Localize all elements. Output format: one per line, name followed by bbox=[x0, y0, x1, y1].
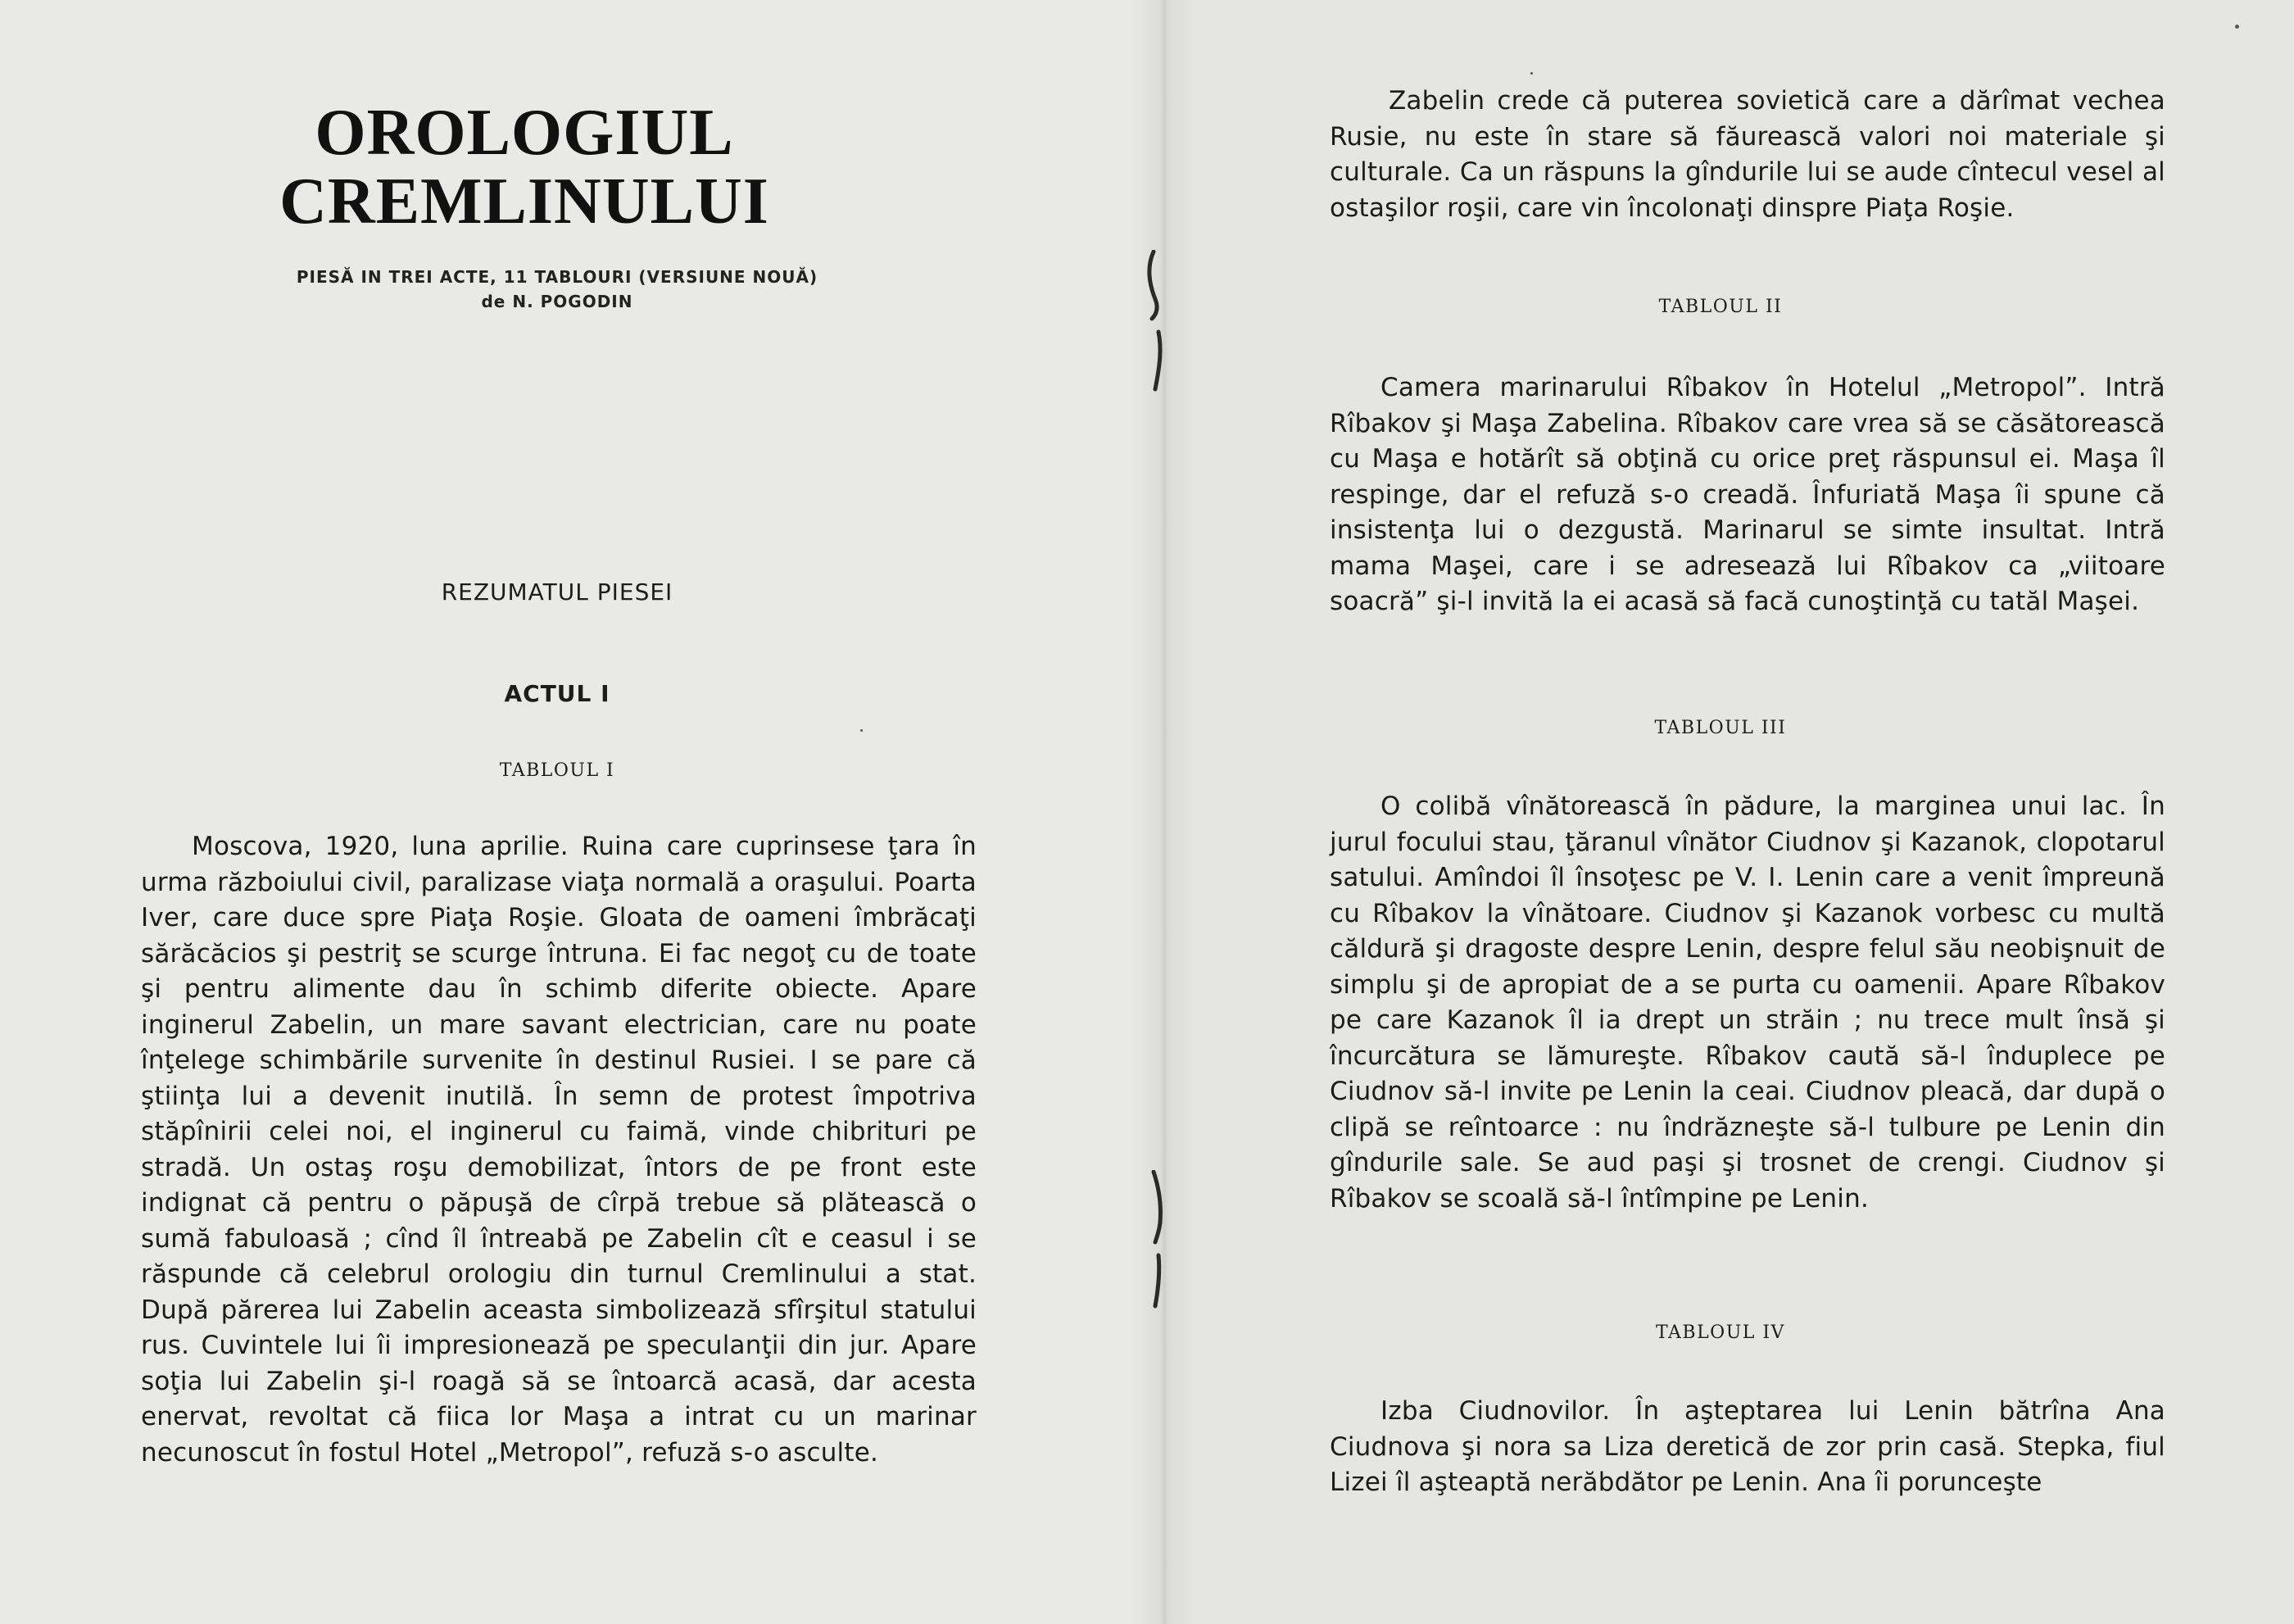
summary-heading: REZUMATUL PIESEI bbox=[441, 578, 673, 606]
tableau-2-heading: TABLOUL II bbox=[1658, 297, 1783, 317]
tableau-3-paragraph: O colibă vînătorească în pădure, la marginea unui lac. În jurul focului stau, ţăranul vînător Ciudnov şi Kazanok, clopotarul satului. Amîndoi îl însoţesc pe V. I. Lenin care a venit împreună cu Rîbakov la vînătoare. Ciudnov şi Kazanok vorbesc cu multă căldură şi dragoste despre Lenin, despre felul său neobişnuit de simplu şi de apropiat de a se purta cu oamenii. Apare Rîbakov pe care Kazanok îl ia drept un străin ; nu trece mult însă şi încurcătura se lămureşte. Rîbakov caută să-l înduplece pe Ciudnov să-l invite pe Lenin la ceai. Ciudnov pleacă, dar după o clipă se reîntoarce : nu îndrăzneşte să-l tulbure pe Lenin din gîndurile sale. Se aud paşi şi trosnet de crengi. Ciudnov şi Rîbakov se scoală să-l întîmpine pe Lenin. bbox=[1330, 792, 2165, 1213]
act-1-continued-paragraph: Zabelin crede că puterea sovietică care a dărîmat vechea Rusie, nu este în stare să făurească valori noi materiale şi culturale. Ca un răspuns la gîndurile lui se aude cîntecul vesel al ostaşilor roşii, care vin încolonaţi dinspre Piaţa Roşie. bbox=[1330, 86, 2165, 223]
play-title bbox=[270, 98, 778, 236]
print-speck bbox=[2235, 25, 2239, 29]
tableau-4-paragraph: Izba Ciudnovilor. În aşteptarea lui Lenin bătrîna Ana Ciudnova şi nora sa Liza deretică de zor prin casă. Stepka, fiul Lizei îl aşteaptă nerăbdător pe Lenin. Ana îi porunceşte bbox=[1330, 1396, 2165, 1497]
tableau-2-paragraph: Camera marinarului Rîbakov în Hotelul „Metropol”. Intră Rîbakov şi Maşa Zabelina. Rîbakov care vrea să se căsătorească cu Maşa e hotărît să obţină cu orice preţ răspunsul ei. Maşa îl respinge, dar el refuză s-o creadă. Înfuriată Maşa îi spune că insistenţa lui o dezgustă. Marinarul se simte insultat. Intră mama Maşei, care i se adresează lui Rîbakov ca „viitoare soacră” şi-l invită la ei acasă să facă cunoştinţă cu tatăl Maşei. bbox=[1330, 373, 2165, 616]
tableau-3-heading: TABLOUL III bbox=[1654, 718, 1787, 738]
tableau-4-heading: TABLOUL IV bbox=[1656, 1322, 1785, 1343]
staple-bottom-icon bbox=[1147, 1170, 1168, 1309]
staple-top-icon bbox=[1145, 250, 1167, 397]
tableau-1-heading: TABLOUL I bbox=[499, 760, 615, 781]
title-line-1: OROLOGIUL bbox=[315, 97, 734, 169]
binding-gutter bbox=[1131, 0, 1196, 1624]
print-speck bbox=[1530, 72, 1533, 75]
act-heading: ACTUL I bbox=[504, 680, 610, 707]
tableau-1-paragraph: Moscova, 1920, luna aprilie. Ruina care cuprinsese ţara în urma războiului civil, paralizase viaţa normală a oraşului. Poarta Iver, care duce spre Piaţa Roşie. Gloata de oameni îmbrăcaţi sărăcăcios şi pestriţ se scurge întruna. Ei fac negoţ cu de toate şi pentru alimente dau în schimb diferite obiecte. Apare inginerul Zabelin, un mare savant electrician, care nu poate înţelege schimbările survenite în destinul Rusiei. I se pare că ştiinţa lui a devenit inutilă. În semn de protest împotriva stăpînirii celei noi, el inginerul cu faimă, vinde chibrituri pe stradă. Un ostaş roşu demobilizat, întors de pe front este indignat că pentru o păpuşă de cîrpă trebue să plătească o sumă fabuloasă ; cînd îl întreabă pe Zabelin cît e ceasul i se răspunde că celebrul orologiu din turnul Cremlinului a stat. După părerea lui Zabelin aceasta simbolizează sfîrşitul statului rus. Cuvintele lui îi impresionează pe speculanţii din jur. Apare soţia lui Zabelin şi-l roagă să se întoarcă acasă, dar acesta enervat, revoltat că fiica lor Maşa a intrat cu un marinar necunoscut în fostul Hotel „Metropol”, refuză s-o asculte. bbox=[141, 832, 977, 1467]
play-subtitle: PIESĂ IN TREI ACTE, 11 TABLOURI (VERSIUNE NOUĂ) bbox=[296, 267, 818, 287]
play-author: de N. POGODIN bbox=[481, 292, 633, 311]
print-speck bbox=[860, 729, 863, 732]
title-line-2: CREMLINULUI bbox=[279, 166, 769, 238]
